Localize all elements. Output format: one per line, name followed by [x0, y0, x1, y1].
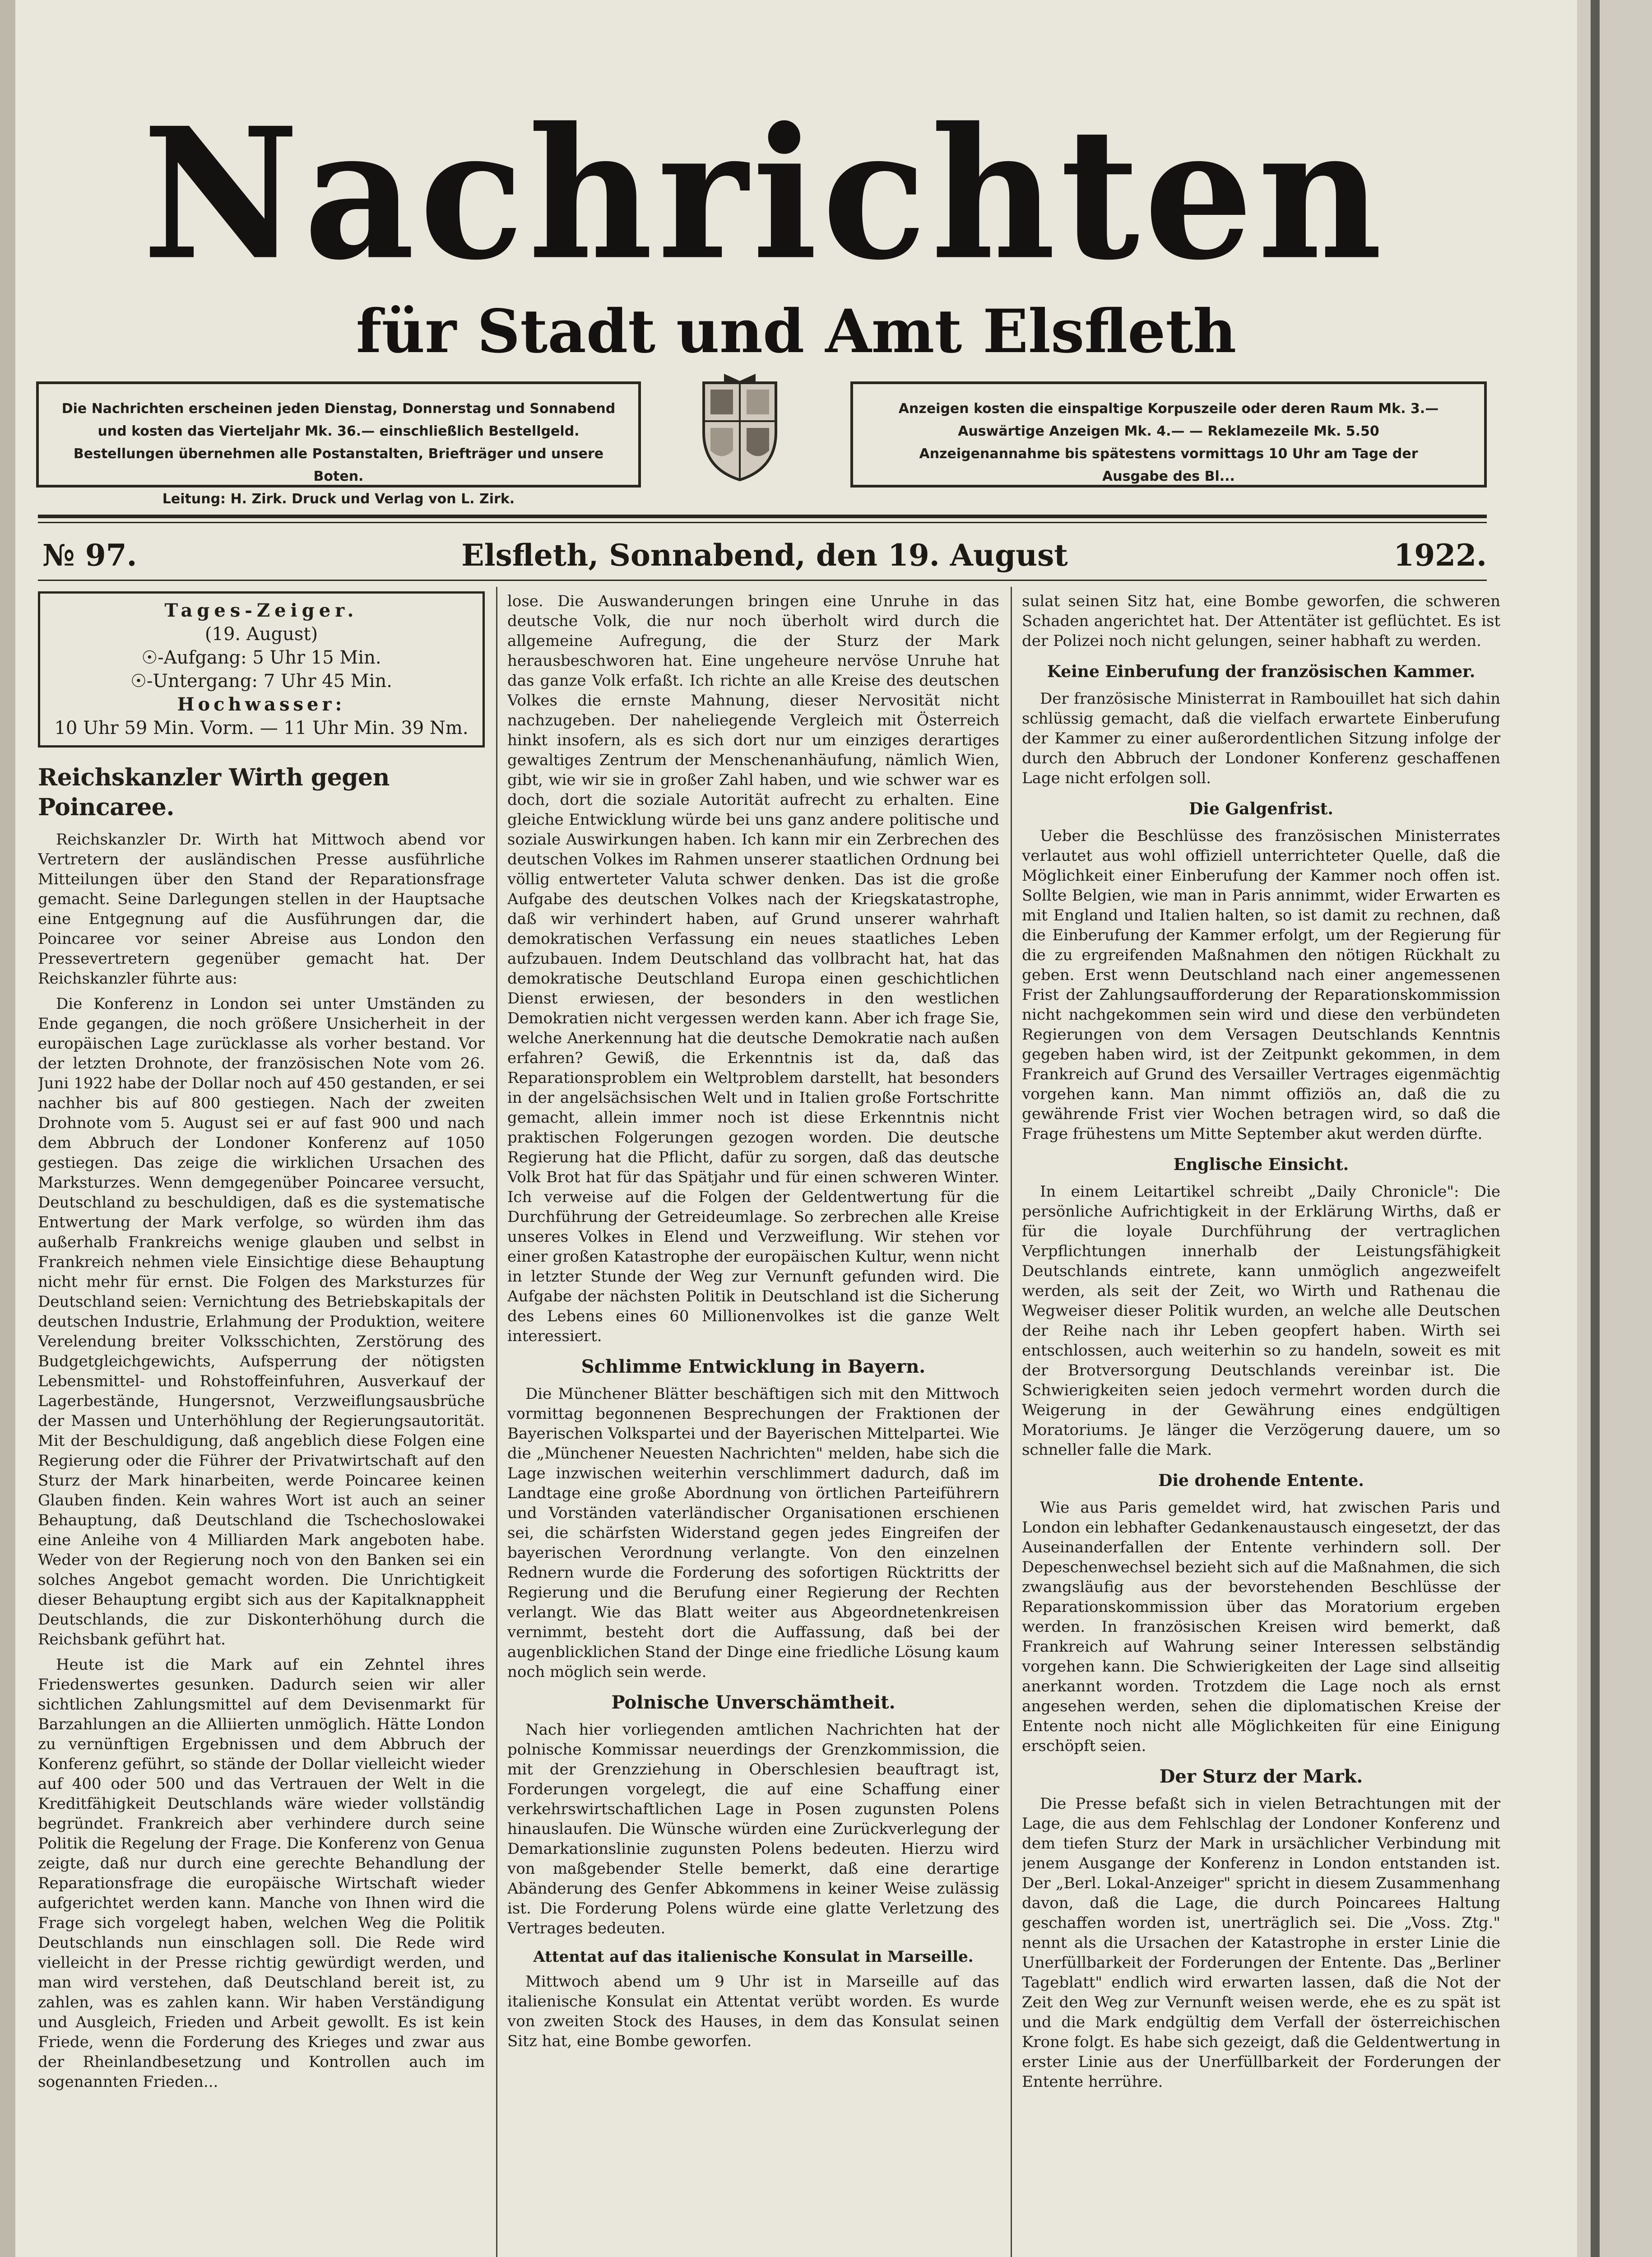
tageszeiger-date: (19. August) — [204, 624, 318, 645]
article-headline: Die drohende Entente. — [1158, 1471, 1364, 1490]
article-headline: Polnische Unverschämtheit. — [611, 1692, 896, 1713]
issue-date: Elsfleth, Sonnabend, den 19. August — [461, 538, 1068, 573]
newspaper-page — [15, 0, 1577, 2257]
article-headline: Reichskanzler Wirth gegen Poincaree. — [38, 764, 390, 821]
subscription-line: Die Nachrichten erscheinen jeden Dienstag, Donnerstag und Sonnabend — [61, 401, 616, 417]
article-paragraph: Die Presse befaßt sich in vielen Betrachtungen mit der Lage, die aus dem Fehlschlag der Londoner Konferenz und dem tiefen Sturz der Mark in ursächlicher Verbindung mit jenem Ausgange der Konferenz in London entstanden ist. Der „Berl. Lokal-Anzeiger" spricht in diesem Zusammenhang davon, daß die Lage, die durch Poincarees Haltung geschaffen worden ist, unerträglich sei. Die „Voss. Ztg." nennt als die Ursachen der Katastrophe in erster Linie die Unerfüllbarkeit der Forderungen der Entente. Das „Berliner Tageblatt" endlich wird erwarten lassen, daß die Not der Zeit den Weg zur Vernunft weisen werde, ehe es zu spät ist und die Mark endgültig dem Verfall der österreichischen Krone folgt. Es habe sich gezeigt, daß die Geldentwertung in erster Linie aus der Unerfüllbarkeit der Forderungen der Entente herrühre. — [1022, 1795, 1500, 2091]
article-paragraph: Wie aus Paris gemeldet wird, hat zwischen Paris und London ein lebhafter Gedankenaustausch eingesetzt, der das Auseinanderfallen der Entente verhindern soll. Der Depeschenwechsel bezieht sich auf die Maßnahmen, die sich zwangsläufig aus der bevorstehenden Beschlüsse der Reparationskommission über das Moratorium ergeben werden. In französischen Kreisen wird bemerkt, daß Frankreich auf Wahrung seiner Interessen selbständig vorgehen kann. Die Schwierigkeiten der Lage sind allseitig anerkannt worden. Trotzdem die Lage noch als ernst angesehen werden, sehen die diplomatischen Kreise der Entente noch nicht alle Möglichkeiten für eine Einigung erschöpft seien. — [1022, 1499, 1500, 1755]
article-paragraph: Die Münchener Blätter beschäftigen sich mit den Mittwoch vormittag begonnenen Besprechungen der Fraktionen der Bayerischen Volkspartei und der Bayerischen Mittelpartei. Wie die „Münchener Neuesten Nachrichten" melden, habe sich die Lage inzwischen weiterhin verschlimmert dadurch, daß im Landtage eine große Abordnung von örtlichen Parteiführern und Vorständen vaterländischer Organisationen erschienen sei, die schärfsten Widerstand gegen jedes Eingreifen der bayerischen Verordnung verlangte. Von den einzelnen Rednern wurde die Forderung des sofortigen Rücktritts der Regierung und die Berufung einer Regierung der Rechten verlangt. Wie das Blatt weiter aus Abgeordnetenkreisen vernimmt, besteht dort die Auffassung, daß bei der augenblicklichen Stand der Dinge eine friedliche Lösung kaum noch möglich sein werde. — [507, 1385, 999, 1681]
advertising-line: Ausgabe des Bl... — [1102, 469, 1235, 484]
article-paragraph: sulat seinen Sitz hat, eine Bombe geworfen, die schweren Schaden angerichtet hat. Der Attentäter ist geflüchtet. Es ist der Polizei noch nicht gelungen, seiner habhaft zu werden. — [1022, 592, 1500, 650]
subscription-line: und kosten das Vierteljahr Mk. 36.— einschließlich Bestellgeld. — [97, 423, 580, 439]
issue-year: 1922. — [1393, 538, 1487, 573]
header-rule — [38, 515, 1487, 518]
issue-line — [42, 535, 1487, 576]
column-divider — [496, 587, 497, 2257]
issue-number: № 97. — [42, 538, 137, 573]
header-rule-thin — [38, 522, 1487, 523]
article-paragraph: Reichskanzler Dr. Wirth hat Mittwoch abend vor Vertretern der ausländischen Presse ausführliche Mitteilungen über den Stand der Reparationsfrage gemacht. Seine Darlegungen stellen in der Hauptsache eine Entgegnung auf die Ausführungen dar, die Poincaree vor seiner Abreise aus London den Pressevertretern gegenüber gemacht hat. Der Reichskanzler führte aus: — [38, 831, 485, 988]
subscription-info-box — [36, 381, 641, 507]
column-divider — [1011, 587, 1012, 2257]
high-water-title: Hochwasser: — [177, 694, 346, 715]
tageszeiger-title: Tages-Zeiger. — [164, 600, 358, 621]
article-paragraph: Nach hier vorliegenden amtlichen Nachrichten hat der polnische Kommissar neuerdings der Grenzkommission, die mit der Grenzziehung in Oberschlesien beauftragt ist, Forderungen vorgelegt, die auf eine Schaffung einer verkehrswirtschaftlichen Lage in Posen zugunsten Polens hinauslaufen. Die Wünsche würden eine Zurückverlegung der Demarkationslinie zugunsten Polens bedeuten. Hierzu wird von maßgebender Stelle bemerkt, daß eine derartige Abänderung des Genfer Abkommens in keiner Weise zulässig ist. Die Forderung Polens würde eine glatte Verletzung des Vertrages bedeuten. — [507, 1721, 999, 1937]
article-paragraph: Die Konferenz in London sei unter Umständen zu Ende gegangen, die noch größere Unsicherheit in der europäischen Lage zurücklasse als vorher bestand. Vor der letzten Drohnote, der französischen Note vom 26. Juni 1922 habe der Dollar noch auf 450 gestanden, er sei nachher bis auf 800 gestiegen. Nach der zweiten Drohnote vom 5. August sei er auf fast 900 und nach dem Abbruch der Londoner Konferenz auf 1050 gestiegen. Das zeige die wirklichen Ursachen des Marksturzes. Wenn demgegenüber Poincaree versucht, Deutschland zu beschuldigen, daß es die systematische Entwertung der Mark verfolge, so würden ihm das außerhalb Frankreichs wenige glauben und selbst in Frankreich nehmen viele Einsichtige diese Behauptung nicht mehr für ernst. Die Folgen des Marksturzes für Deutschland seien: Vernichtung des Betriebskapitals der deutschen Industrie, Erlahmung der Produktion, weitere Verelendung breiter Volksschichten, Zerstörung des Budgetgleichgewichts, Aufsperrung der nötigsten Lebensmittel- und Rohstoffeinfuhren, Ausverkauf der Lagerbestände, Hungersnot, Verzweiflungsausbrüche der Massen und Unterhöhlung der Regierungsautorität. Mit der Beschuldigung, daß angeblich diese Folgen eine Regierung oder die Führer der Privatwirtschaft auf den Sturz der Mark hinarbeiten, werde Poincaree keinen Glauben finden. Kein wahres Wort ist auch an seiner Behauptung, daß Deutschland die Tschechoslowakei eine Anleihe von 4 Milliarden Mark angeboten habe. Weder von der Regierung noch von den Banken sei ein solches Angebot gemacht worden. Die Unrichtigkeit dieser Behauptung ergibt sich aus der Kapitalknappheit Deutschlands, die zur Diskonterhöhung durch die Reichsbank geführt hat. — [38, 995, 485, 1649]
issue-rule — [38, 580, 1487, 581]
column-1 — [38, 591, 485, 2257]
tageszeiger-box — [38, 591, 485, 748]
article-headline: Keine Einberufung der französischen Kammer. — [1047, 662, 1476, 681]
advertising-info-box — [850, 381, 1487, 488]
article-headline: Englische Einsicht. — [1173, 1155, 1349, 1174]
article-paragraph: Der französische Ministerrat in Rambouillet hat sich dahin schlüssig gemacht, daß die vielfach erwartete Einberufung der Kammer zu einer außerordentlichen Sitzung infolge der durch den Abbruch der Londoner Konferenz geschaffenen Lage nicht erfolgen soll. — [1022, 690, 1500, 787]
advertising-line: Auswärtige Anzeigen Mk. 4.— — Reklamezeile Mk. 5.50 — [958, 423, 1379, 439]
sunset-time: ☉-Untergang: 7 Uhr 45 Min. — [130, 671, 393, 692]
page-edge-right — [1577, 0, 1652, 2257]
binding-edge-left — [0, 0, 17, 2257]
article-paragraph: lose. Die Auswanderungen bringen eine Unruhe in das deutsche Volk, die nur noch überholt wird durch die allgemeine Aufregung, die der Sturz der Mark herausbeschworen hat. Eine ungeheure nervöse Unruhe hat das ganze Volk erfaßt. Ich richte an alle Kreise des deutschen Volkes die ernste Mahnung, dieser Nervosität nicht nachzugeben. Der naheliegende Vergleich mit Österreich hinkt insofern, als es sich dort nur um einziges derartiges gewaltiges Zentrum der Menschenanhäufung, nämlich Wien, gibt, wie wir sie in großer Zahl haben, und wie schwer war es doch, dort die soziale Autorität aufrecht zu erhalten. Eine gleiche Entwicklung würde bei uns ganz andere politische und soziale Auswirkungen haben. Ich kann mir ein Zerbrechen des deutschen Volkes im Rahmen unserer staatlichen Ordnung bei völlig entwerteter Valuta schwer denken. Das ist die große Aufgabe des deutschen Volkes nach der Kriegskatastrophe, daß wir verhindert haben, auf Grund unserer wahrhaft demokratischen Verfassung ein neues staatliches Leben aufzubauen. Indem Deutschland das vollbracht hat, hat das demokratische Deutschland Europa einen geschichtlichen Dienst erwiesen, der besonders in den westlichen Demokratien nicht vergessen werden kann. Aber ich frage Sie, welche Anerkennung hat die deutsche Demokratie nach außen erfahren? Gewiß, die Erkenntnis ist da, daß das Reparationsproblem ein Weltproblem darstellt, hat besonders in der angelsächsischen Welt und in Italien große Fortschritte gemacht, allein immer noch ist diese Erkenntnis nicht praktischen Folgerungen gezogen worden. Die deutsche Regierung hat die Pflicht, dafür zu sorgen, daß das deutsche Volk Brot hat für das Spätjahr und für einen schweren Winter. Ich verweise auf die Folgen der Geldentwertung für die Durchführung der Getreideumlage. So zerbrechen alle Kreise unseres Volkes in Elend und Verzweiflung. Wir stehen vor einer großen Katastrophe der europäischen Kultur, wenn nicht in letzter Stunde der Weg zur Vernunft gefunden wird. Die Aufgabe der nächsten Politik in Deutschland ist die Sicherung des Lebens eines 60 Millionenvolkes ist die ganze Welt interessiert. — [507, 592, 999, 1345]
article-headline: Attentat auf das italienische Konsulat in Marseille. — [533, 1948, 974, 1966]
article-headline: Der Sturz der Mark. — [1159, 1766, 1363, 1787]
column-3 — [1022, 591, 1500, 2257]
subscription-line: Bestellungen übernehmen alle Postanstalten, Briefträger und unsere Boten. — [73, 446, 604, 484]
masthead-subtitle: für Stadt und Amt Elsfleth — [356, 297, 1237, 367]
article-paragraph: Heute ist die Mark auf ein Zehntel ihres Friedenswertes gesunken. Dadurch seien wir aller sichtlichen Zahlungsmittel auf dem Devisenmarkt für Barzahlungen an die Alliierten unmöglich. Hätte London zu vernünftigen Ergebnissen und dem Abbruch der Konferenz geführt, so stände der Dollar vielleicht wieder auf 400 oder 500 und das Vertrauen der Welt in die Kreditfähigkeit Deutschlands wäre wieder vollständig begründet. Frankreich aber verhindere durch seine Politik die Regelung der Frage. Die Konferenz von Genua zeigte, daß nur durch eine gerechte Behandlung der Reparationsfrage die europäische Wirtschaft wieder aufgerichtet werden kann. Manche von Ihnen wird die Frage sich vorgelegt haben, welchen Weg die Politik Deutschlands nun einschlagen soll. Die Rede wird vielleicht in der Presse richtig gewürdigt werden, und man wird verstehen, daß Deutschland bereit ist, zu zahlen, was es zahlen kann. Wir haben Verständigung und Ausgleich, Frieden und Arbeit gewollt. Es ist kein Friede, wenn die Forderung des Krieges und zwar aus der Rheinlandbesetzung und Kontrollen auch im sogenannten Frieden... — [38, 1656, 485, 2091]
sunrise-time: ☉-Aufgang: 5 Uhr 15 Min. — [141, 647, 381, 668]
article-paragraph: Ueber die Beschlüsse des französischen Ministerrates verlautet aus wohl offiziell unterrichteter Quelle, daß die Möglichkeit einer Einberufung der Kammer noch offen ist. Sollte Belgien, wie man in Paris annimmt, wider Erwarten es mit England und Italien halten, so ist damit zu rechnen, daß die Einberufung der Kammer erfolgt, um der Regierung für die zu ergreifenden Maßnahmen den nötigen Rückhalt zu geben. Erst wenn Deutschland nach einer angemessenen Frist der Zahlungsaufforderung der Reparationskommission nicht nachgekommen sein wird und diese den verbündeten Regierungen von dem Versagen Deutschlands Kenntnis gegeben haben wird, ist der Zeitpunkt gekommen, in dem Frankreich auf Grund des Versailler Vertrages eigenmächtig vorgehen kann. Man nimmt offiziös an, daß die zu gewährende Frist vier Wochen betragen wird, so daß die Frage frühestens um Mitte September akut werden dürfte. — [1022, 827, 1500, 1143]
article-headline: Schlimme Entwicklung in Bayern. — [581, 1356, 926, 1377]
subscription-line: Leitung: H. Zirk. Druck und Verlag von L. Zirk. — [162, 491, 515, 507]
advertising-line: Anzeigenannahme bis spätestens vormittags 10 Uhr am Tage der — [919, 446, 1418, 462]
advertising-line: Anzeigen kosten die einspaltige Korpuszeile oder deren Raum Mk. 3.— — [898, 401, 1439, 417]
coat-of-arms-icon — [697, 374, 783, 482]
article-headline: Die Galgenfrist. — [1189, 799, 1333, 818]
column-2 — [507, 591, 999, 2257]
masthead-title: Nachrichten — [142, 88, 1387, 300]
high-water-times: 10 Uhr 59 Min. Vorm. — 11 Uhr Min. 39 Nm. — [54, 718, 469, 738]
article-paragraph: In einem Leitartikel schreibt „Daily Chronicle": Die persönliche Aufrichtigkeit in der Erklärung Wirths, daß er für die loyale Durchführung der vertraglichen Verpflichtungen innerhalb der Leistungsfähigkeit Deutschlands eintrete, kann unmöglich angezweifelt werden, als seit der Zeit, wo Wirth und Rathenau die Wegweiser dieser Politik wurden, an welche alle Deutschen der Reihe nach ihr Leben geopfert haben. Wirth sei entschlossen, auch weiterhin so zu handeln, soweit es mit der Brotversorgung Deutschlands vereinbar ist. Die Schwierigkeiten seien jedoch vermehrt worden durch die Weigerung in der Gewährung eines endgültigen Moratoriums. Je länger die Verzögerung dauere, um so schneller falle die Mark. — [1022, 1183, 1500, 1459]
article-paragraph: Mittwoch abend um 9 Uhr ist in Marseille auf das italienische Konsulat ein Attentat verübt worden. Es wurde von zweiten Stock des Hauses, in dem das Konsulat seinen Sitz hat, eine Bombe geworfen. — [507, 1973, 999, 2050]
